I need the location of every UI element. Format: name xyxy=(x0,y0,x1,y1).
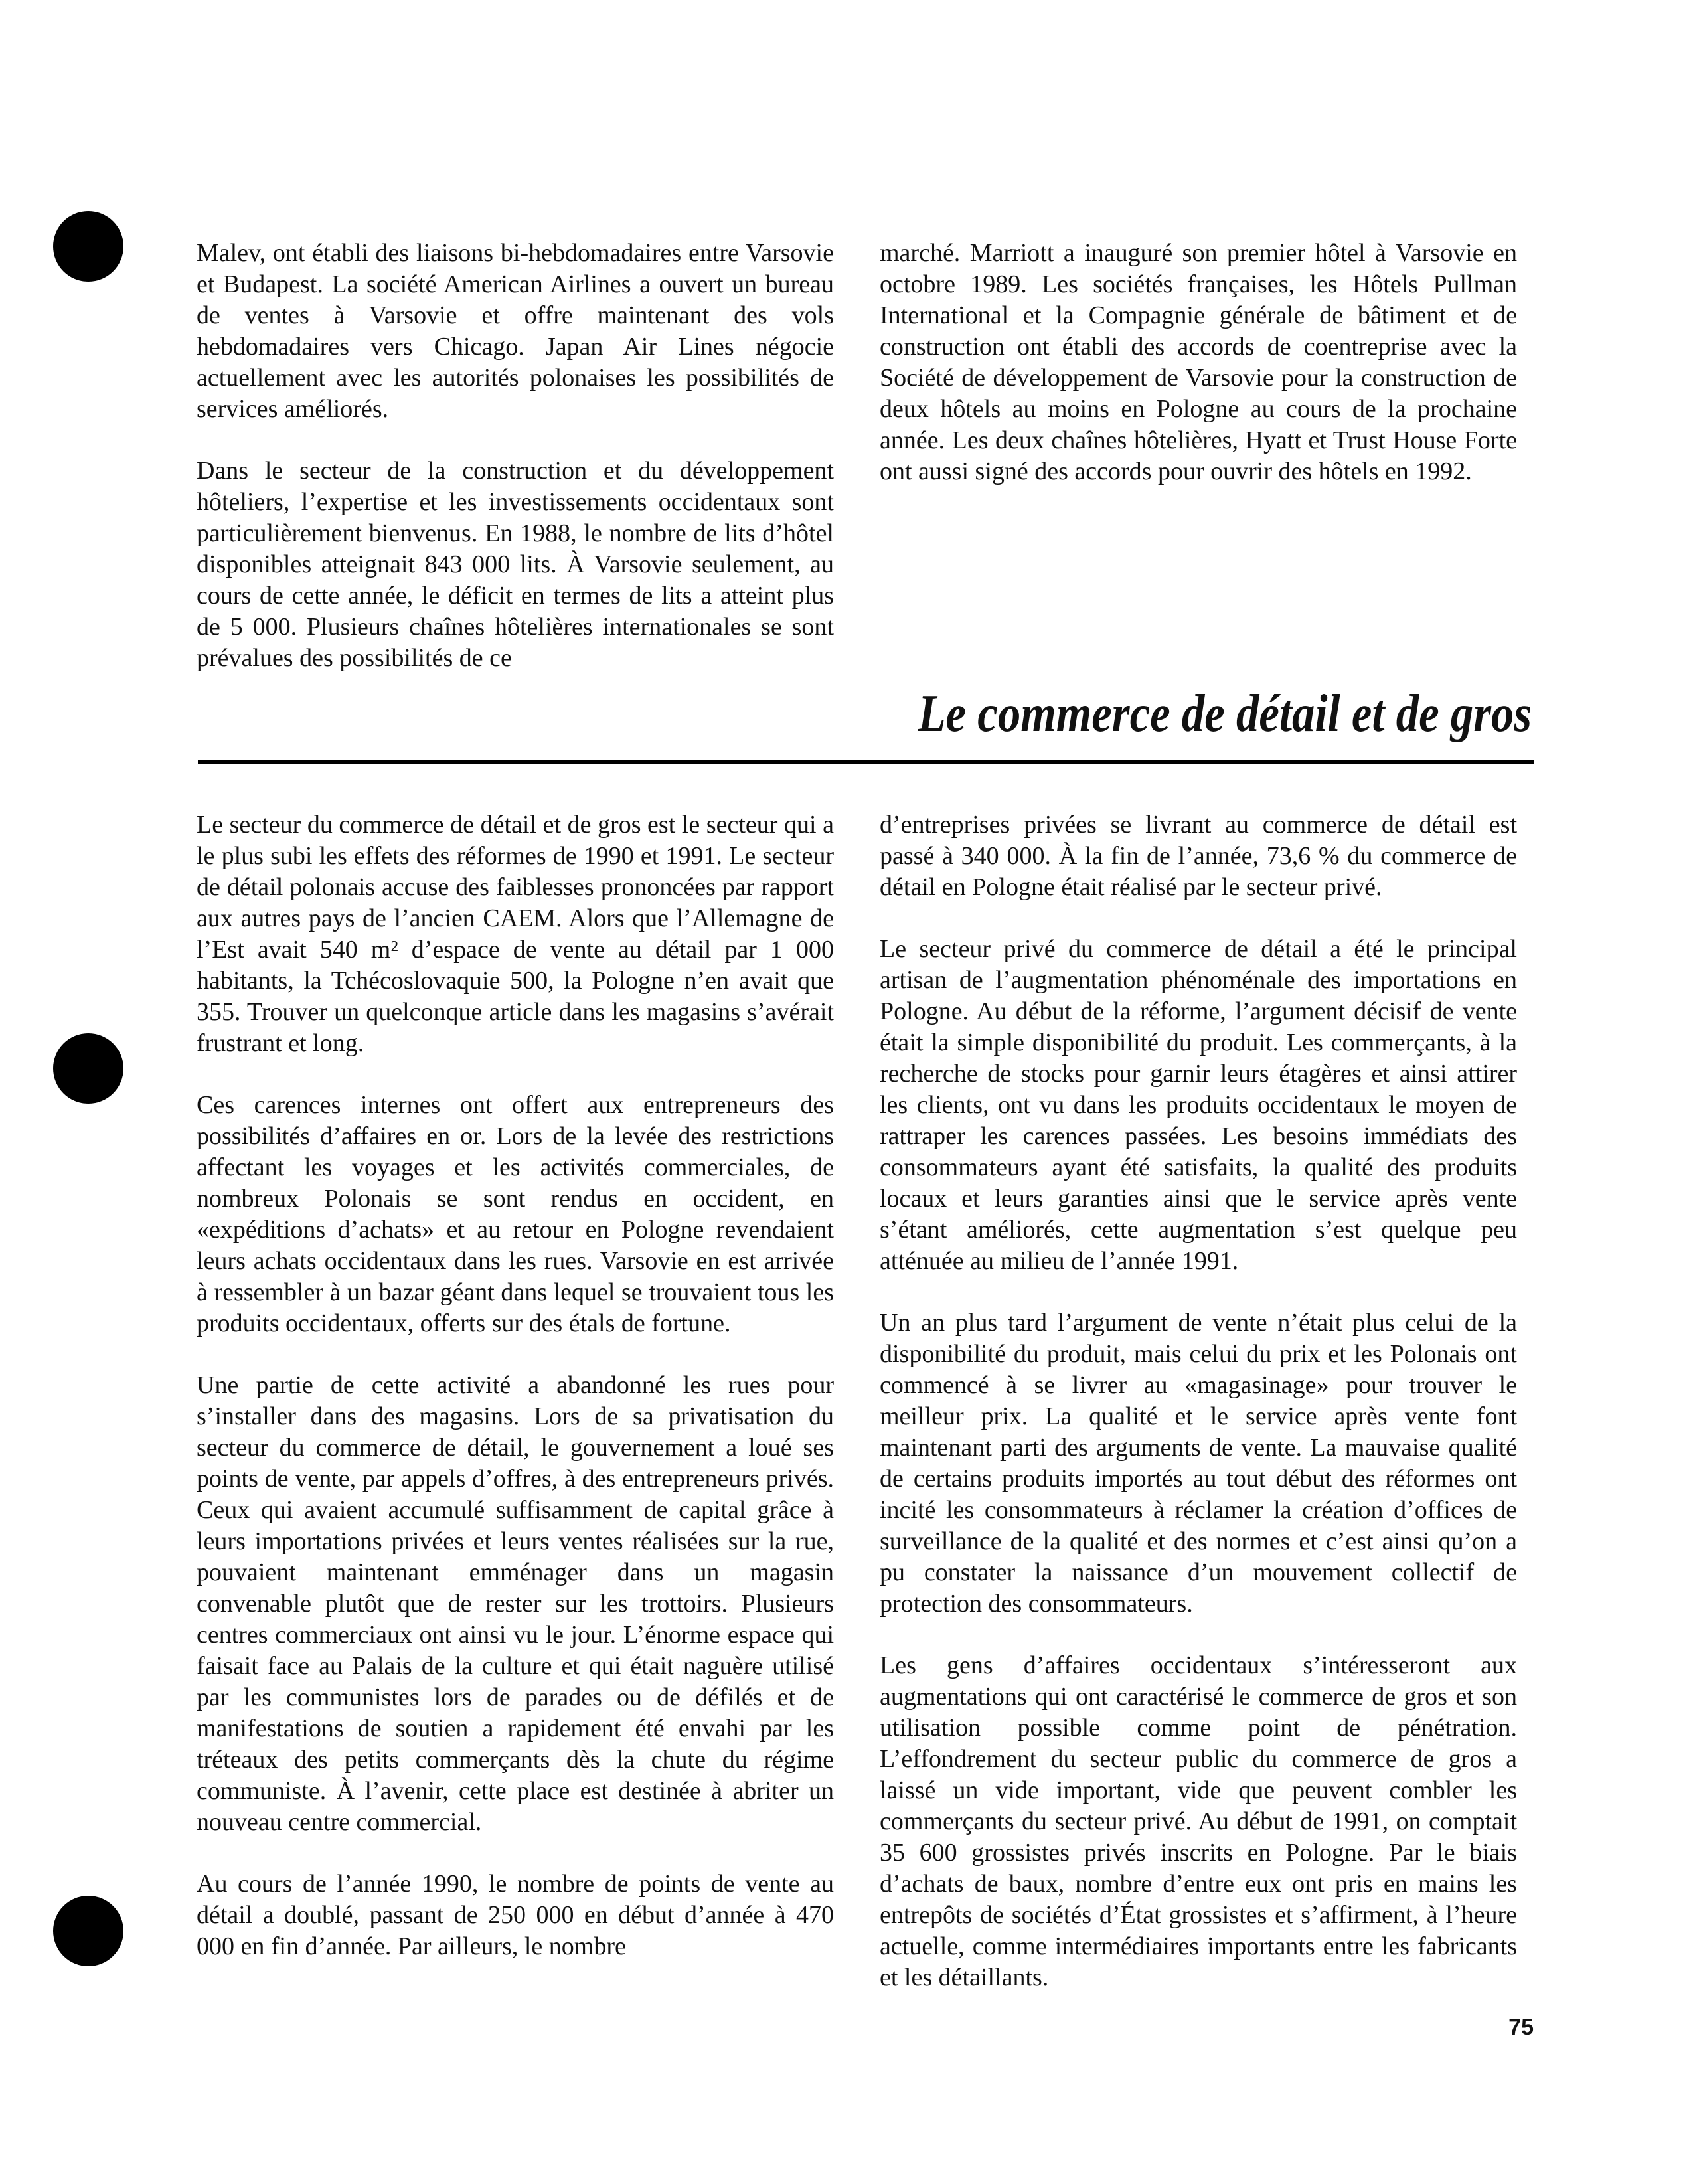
section-rule xyxy=(198,760,1534,764)
column-bottom-left xyxy=(197,809,834,1962)
paragraph: Une partie de cette activité a abandonné les rues pour s’installer dans des magasins. Lors de sa privatisation du secteur du commerce de détail, le gouvernement a loué ses points de vente, par appels d’offres, à des entrepreneurs privés. Ceux qui avaient accumulé suffisamment de capital grâce à leurs importations privées et leurs ventes réalisées sur la rue, pouvaient maintenant emménager dans un magasin convenable plutôt que de rester sur les trottoirs. Plusieurs centres commerciaux ont ainsi vu le jour. L’énorme espace qui faisait face au Palais de la culture et qui était naguère utilisé par les communistes lors de parades ou de défilés et de manifestations de soutien a rapidement été envahi par les tréteaux des petits commerçants dès la chute du régime communiste. À l’avenir, cette place est destinée à abriter un nouveau centre commercial. xyxy=(197,1371,834,1836)
column-bottom-right xyxy=(880,809,1517,1993)
paragraph: Le secteur privé du commerce de détail a été le principal artisan de l’augmentation phénoménale des importations en Pologne. Au début de la réforme, l’argument décisif de vente était la simple disponibilité du produit. Les commerçants, à la recherche de stocks pour garnir leurs étagères et ainsi attirer les clients, ont vu dans les produits occidentaux le moyen de rattraper les carences passées. Les besoins immédiats des consommateurs ayant été satisfaits, la qualité des produits locaux et leurs garanties ainsi que le service après vente s’étant améliorés, cette augmentation s’est quelque peu atténuée au milieu de l’année 1991. xyxy=(880,935,1517,1275)
binder-hole xyxy=(53,211,123,282)
section-heading: Le commerce de détail et de gros xyxy=(918,685,1532,743)
column-top-right xyxy=(880,238,1517,487)
page-number: 75 xyxy=(1508,2015,1534,2040)
paragraph: Ces carences internes ont offert aux entrepreneurs des possibilités d’affaires en or. Lors de la levée des restrictions affectant les voyages et les activités commerciales, de nombreux Polonais se sont rendus en occident, en «expéditions d’achats» et au retour en Pologne revendaient leurs achats occidentaux dans les rues. Varsovie en est arrivée à ressembler à un bazar géant dans lequel se trouvaient tous les produits occidentaux, offerts sur des étals de fortune. xyxy=(197,1091,834,1337)
binder-hole xyxy=(53,1896,123,1966)
paragraph: Malev, ont établi des liaisons bi-hebdomadaires entre Varsovie et Budapest. La société American Airlines a ouvert un bureau de ventes à Varsovie et offre maintenant des vols hebdomadaires vers Chicago. Japan Air Lines négocie actuellement avec les autorités polonaises les possibilités de services améliorés. xyxy=(197,239,834,423)
paragraph: Dans le secteur de la construction et du développement hôteliers, l’expertise et les investissements occidentaux sont particulièrement bienvenus. En 1988, le nombre de lits d’hôtel disponibles atteignait 843 000 lits. À Varsovie seulement, au cours de cette année, le déficit en termes de lits a atteint plus de 5 000. Plusieurs chaînes hôtelières internationales se sont prévalues des possibilités de ce xyxy=(197,457,834,672)
paragraph: Les gens d’affaires occidentaux s’intéresseront aux augmentations qui ont caractérisé le commerce de gros et son utilisation possible comme point de pénétration. L’effondrement du secteur public du commerce de gros a laissé un vide important, vide que peuvent combler les commerçants du secteur privé. Au début de 1991, on comptait 35 600 grossistes privés inscrits en Pologne. Par le biais d’achats de baux, nombre d’entre eux ont pris en mains les entrepôts de sociétés d’État grossistes et s’affirment, à l’heure actuelle, comme intermédiaires importants entre les fabricants et les détaillants. xyxy=(880,1651,1517,1991)
paragraph: marché. Marriott a inauguré son premier hôtel à Varsovie en octobre 1989. Les sociétés françaises, les Hôtels Pullman International et la Compagnie générale de bâtiment et de construction ont établi des accords de coentreprise avec la Société de développement de Varsovie pour la construction de deux hôtels au moins en Pologne au cours de la prochaine année. Les deux chaînes hôtelières, Hyatt et Trust House Forte ont aussi signé des accords pour ouvrir des hôtels en 1992. xyxy=(880,239,1517,485)
column-top-left xyxy=(197,238,834,674)
paragraph: d’entreprises privées se livrant au commerce de détail est passé à 340 000. À la fin de l’année, 73,6 % du commerce de détail en Pologne était réalisé par le secteur privé. xyxy=(880,811,1517,901)
binder-hole xyxy=(53,1033,123,1104)
paragraph: Le secteur du commerce de détail et de gros est le secteur qui a le plus subi les effets des réformes de 1990 et 1991. Le secteur de détail polonais accuse des faiblesses prononcées par rapport aux autres pays de l’ancien CAEM. Alors que l’Allemagne de l’Est avait 540 m² d’espace de vente au détail par 1 000 habitants, la Tchécoslovaquie 500, la Pologne n’en avait que 355. Trouver un quelconque article dans les magasins s’avérait frustrant et long. xyxy=(197,811,834,1057)
paragraph: Au cours de l’année 1990, le nombre de points de vente au détail a doublé, passant de 250 000 en début d’année à 470 000 en fin d’année. Par ailleurs, le nombre xyxy=(197,1870,834,1960)
paragraph: Un an plus tard l’argument de vente n’était plus celui de la disponibilité du produit, mais celui du prix et les Polonais ont commencé à se livrer au «magasinage» pour trouver le meilleur prix. La qualité et le service après vente font maintenant parti des arguments de vente. La mauvaise qualité de certains produits importés au tout début des réformes ont incité les consommateurs à réclamer la création d’offices de surveillance de la qualité et des normes et c’est ainsi qu’on a pu constater la naissance d’un mouvement collectif de protection des consommateurs. xyxy=(880,1309,1517,1618)
